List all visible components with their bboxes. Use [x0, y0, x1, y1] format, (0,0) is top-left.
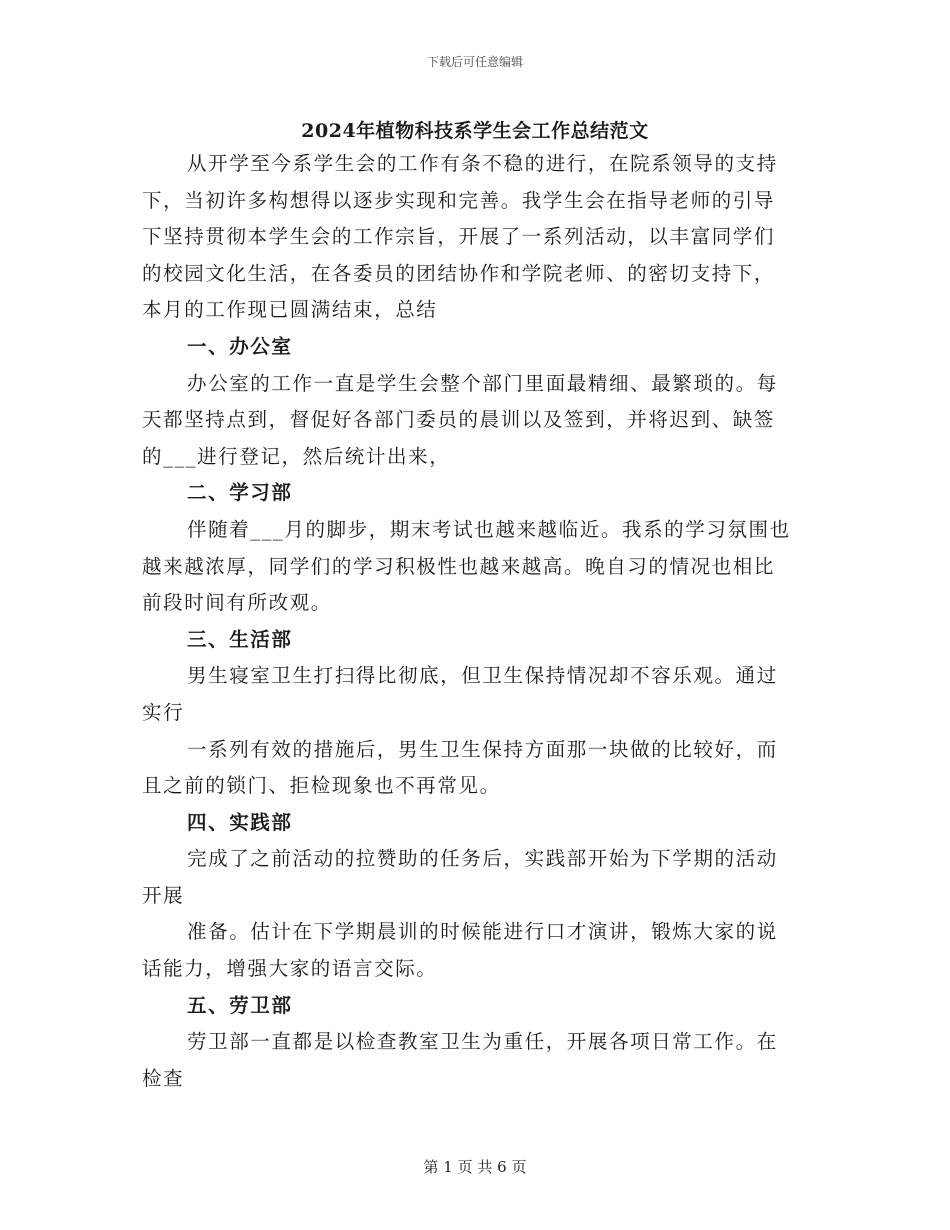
section-heading: 三、生活部	[187, 627, 293, 651]
body-text-line: 下，当初许多构想得以逐步实现和完善。我学生会在指导老师的引导	[142, 188, 776, 212]
body-text-line: 男生寝室卫生打扫得比彻底，但卫生保持情况却不容乐观。通过	[187, 664, 778, 688]
page-footer: 第 1 页 共 6 页	[423, 1158, 527, 1176]
body-text-line: 话能力，增强大家的语言交际。	[142, 957, 438, 981]
body-text-line: 检查	[142, 1066, 185, 1090]
body-text-line: 一系列有效的措施后，男生卫生保持方面那一块做的比较好，而	[187, 737, 778, 761]
document-body	[142, 146, 812, 1097]
body-text-line: 开展	[142, 883, 185, 907]
body-text-line: 本月的工作现已圆满结束，总结	[142, 298, 438, 322]
body-text-line: 且之前的锁门、拒检现象也不再常见。	[142, 774, 501, 798]
body-text-line: 伴随着___月的脚步，期末考试也越来越临近。我系的学习氛围也	[187, 517, 791, 541]
header-note: 下载后可任意编辑	[426, 55, 523, 69]
section-heading: 四、实践部	[187, 810, 293, 834]
body-text-line: 办公室的工作一直是学生会整个部门里面最精细、最繁琐的。每	[187, 371, 778, 395]
body-text-line: 天都坚持点到，督促好各部门委员的晨训以及签到，并将迟到、缺签	[142, 408, 776, 432]
body-text-line: 前段时间有所改观。	[142, 591, 332, 615]
body-text-line: 实行	[142, 700, 185, 724]
section-heading: 二、学习部	[187, 481, 293, 505]
document-title: 2024年植物科技系学生会工作总结范文	[301, 120, 649, 142]
section-heading: 一、办公室	[187, 334, 293, 358]
body-text-line: 越来越浓厚，同学们的学习积极性也越来越高。晚自习的情况也相比	[142, 554, 776, 578]
body-text-line: 下坚持贯彻本学生会的工作宗旨，开展了一系列活动，以丰富同学们	[142, 225, 776, 249]
body-text-line: 劳卫部一直都是以检查教室卫生为重任，开展各项日常工作。在	[187, 1030, 778, 1054]
body-text-line: 从开学至今系学生会的工作有条不稳的进行，在院系领导的支持	[187, 152, 778, 175]
body-text-line: 完成了之前活动的拉赞助的任务后，实践部开始为下学期的活动	[187, 847, 778, 871]
body-text-line: 的___进行登记，然后统计出来，	[142, 444, 451, 468]
body-text-line: 准备。估计在下学期晨训的时候能进行口才演讲，锻炼大家的说	[187, 920, 778, 944]
section-heading: 五、劳卫部	[187, 993, 293, 1017]
body-text-line: 的校园文化生活，在各委员的团结协作和学院老师、的密切支持下，	[142, 261, 776, 285]
